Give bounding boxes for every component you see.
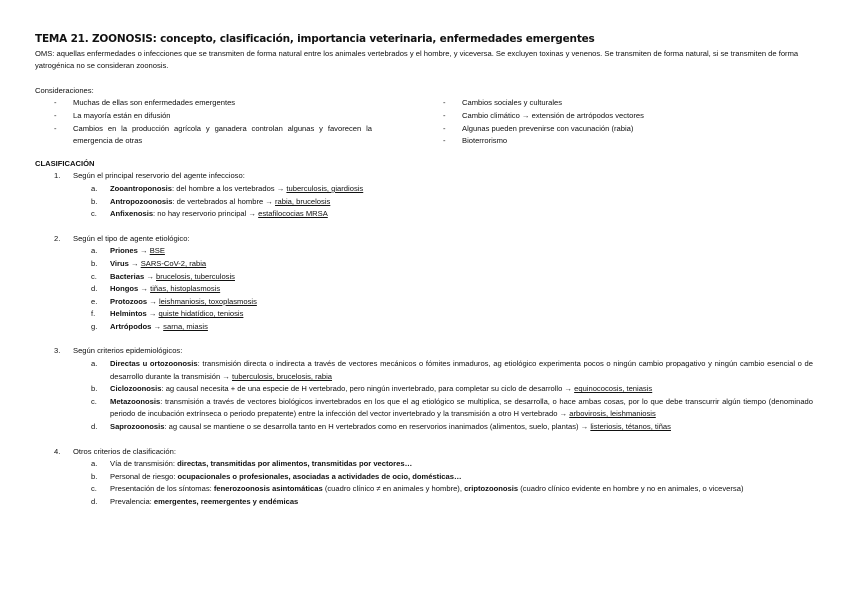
section-title: Según el principal reservorio del agente infeccioso: [73,171,245,181]
consideraciones-title: Consideraciones: [35,85,94,95]
list-item: d. Prevalencia: emergentes, reemergentes y endémicas [91,497,299,506]
section-4 [35,446,813,509]
clasificacion-title: CLASIFICACIÓN [35,158,95,168]
section-number: 2. [54,233,61,243]
list-item: b. Personal de riesgo: ocupacionales o profesionales, asociadas a actividades de ocio, domésticas… [91,471,462,481]
clasificacion-list [35,170,813,508]
list-item: c. Presentación de los síntomas: fenerozoonosis asintomáticas (cuadro clínico ≠ en animales y hombre), criptozoonosis (cuadro clínico evidente en hombre y no en animales, o viceversa) [91,484,744,494]
list-item: a. Zooantroponosis: del hombre a los vertebrados → tuberculosis, giardiosis [91,183,364,193]
list-item: - Muchas de ellas son enfermedades emergentes [35,97,424,110]
list-item: c. Metazoonosis: transmisión a través de vectores biológicos invertebrados en los que el ag etiológico se multiplica, se desarrolla, o hace ambas cosas, por lo que debe transcurrir algún tiempo (denominado periodo de incubación extrínseca o periodo prepatente) entre la infección del vector invertebrado y la transmisión a otro H vertebrado → arbovirosis, leishmaniosis [91,396,813,419]
list-item: - Bioterrorismo [424,135,813,148]
document-title: TEMA 21. ZOONOSIS: concepto, clasificación, importancia veterinaria, enfermedades emergentes [35,33,595,45]
list-item: c. Bacterias → brucelosis, tuberculosis [91,271,235,281]
list-item: d. Saprozoonosis: ag causal se mantiene o se desarrolla tanto en H vertebrados como en reservorios inanimados (alimentos, suelo, plantas) → listeriosis, tétanos, tiñas [91,422,671,432]
list-item: f. Helmintos → quiste hidatídico, teniosis [91,309,244,319]
list-item: d. Hongos → tiñas, histoplasmosis [91,284,221,294]
consideraciones-columns [35,97,813,147]
list-item: - La mayoría están en difusión [35,110,424,123]
consideraciones-right [424,97,813,147]
section-title: Otros criterios de clasificación: [73,446,176,456]
list-item: a. Vía de transmisión: directas, transmitidas por alimentos, transmitidas por vectores… [91,459,413,469]
list-item: b. Virus → SARS-CoV-2, rabia [91,258,207,268]
document-page [35,33,813,521]
list-item: - Cambios en la producción agrícola y ganadera controlan algunas y favorecen la emergencia de otras [35,123,424,148]
list-item: c. Anfixenosis: no hay reservorio principal → estafilococias MRSA [91,209,328,219]
section-title: Según criterios epidemiológicos: [73,346,183,356]
section-number: 3. [54,346,61,356]
list-item: b. Ciclozoonosis: ag causal necesita + de una especie de H vertebrado, pero ningún invertebrado, para completar su ciclo de desarrollo → equinococosis, teniasis [91,384,653,394]
list-item: - Algunas pueden prevenirse con vacunación (rabia) [424,123,813,136]
list-item: a. Priones → BSE [91,246,165,256]
section-number: 1. [54,171,61,181]
list-item: a. Directas u ortozoonosis: transmisión directa o indirecta a través de vectores mecánicos o fómites inmaduros, ag etiológico experimenta pocos o ningún cambio propagativo y ningún cambio esencial o de desarrollo durante la transmisión → tuberculosis, brucelosis, rabia [91,359,813,381]
list-item: - Cambio climático → extensión de artrópodos vectores [424,110,813,123]
section-number: 4. [54,446,61,456]
section-2 [35,233,813,334]
list-item: b. Antropozoonosis: de vertebrados al hombre → rabia, brucelosis [91,196,331,206]
consideraciones-left [35,97,424,147]
list-item: - Cambios sociales y culturales [424,97,813,110]
list-item: g. Artrópodos → sarna, miasis [91,321,208,331]
list-item: e. Protozoos → leishmaniosis, toxoplasmosis [91,296,257,306]
section-title: Según el tipo de agente etiológico: [73,233,190,243]
section-1 [35,170,813,220]
intro-paragraph: OMS: aquellas enfermedades o infecciones que se transmiten de forma natural entre los animales vertebrados y el hombre, y viceversa. Se excluyen toxinas y venenos. Se transmiten de forma natural, si se transmiten de forma yatrogénica no se consideran zoonosis. [35,48,799,71]
section-3 [35,345,813,433]
